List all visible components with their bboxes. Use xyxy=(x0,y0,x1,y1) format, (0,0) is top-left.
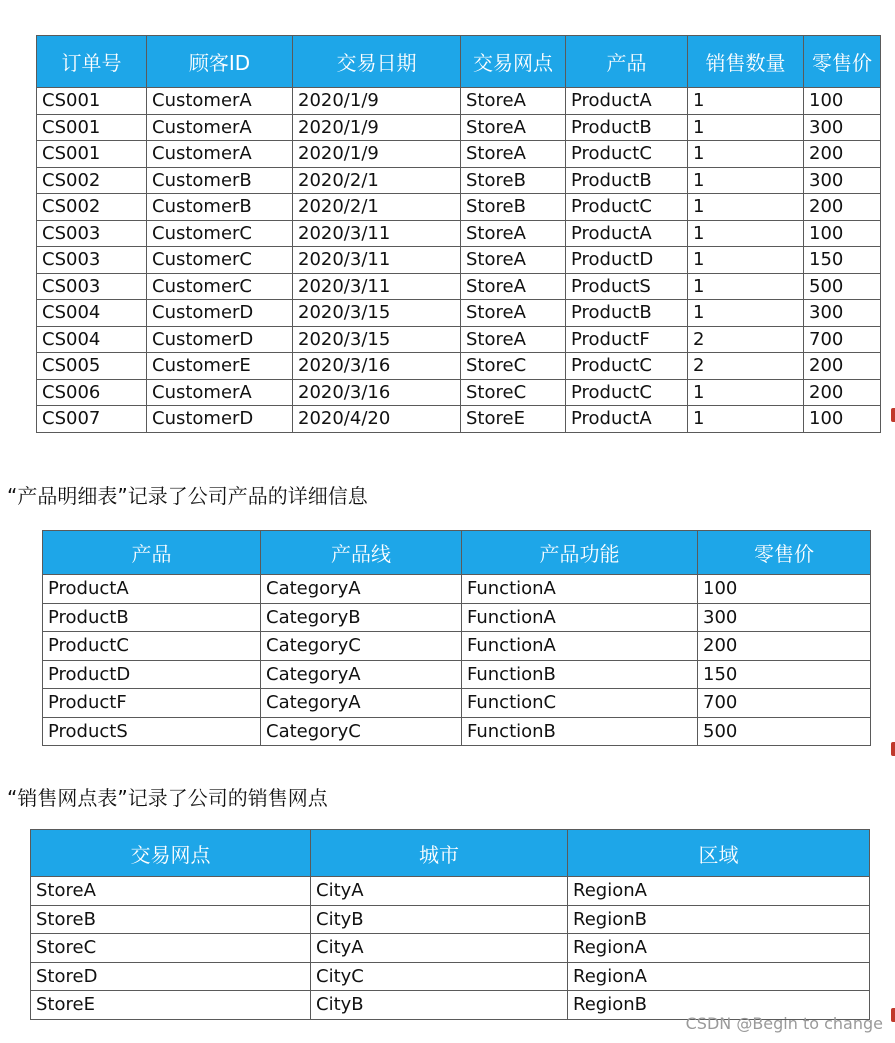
table-row xyxy=(37,273,881,300)
table-row xyxy=(31,905,870,934)
table-cell: 1 xyxy=(688,273,804,300)
table-cell: ProductC xyxy=(566,353,688,380)
table-cell: StoreC xyxy=(31,934,311,963)
table-cell: 2 xyxy=(688,326,804,353)
table-cell: 300 xyxy=(804,167,881,194)
table-cell: 1 xyxy=(688,167,804,194)
table-cell: CustomerD xyxy=(147,326,293,353)
table-cell: CityC xyxy=(311,962,568,991)
table-cell: 200 xyxy=(804,141,881,168)
table-cell: 200 xyxy=(698,632,871,661)
table-cell: 200 xyxy=(804,194,881,221)
table-cell: CityB xyxy=(311,991,568,1020)
table-cell: RegionB xyxy=(568,905,870,934)
table-row xyxy=(37,379,881,406)
table-row xyxy=(37,141,881,168)
table-cell: CS002 xyxy=(37,194,147,221)
table-cell: CustomerC xyxy=(147,247,293,274)
table-cell: ProductD xyxy=(43,660,261,689)
orders-table-header xyxy=(37,36,881,88)
header-row xyxy=(37,36,881,88)
table-cell: 700 xyxy=(804,326,881,353)
column-header: 订单号 xyxy=(37,36,147,88)
table-row xyxy=(37,88,881,115)
table-cell: ProductF xyxy=(43,689,261,718)
table-row xyxy=(43,660,871,689)
table-cell: 2020/3/16 xyxy=(293,353,461,380)
table-row xyxy=(43,717,871,746)
table-row xyxy=(37,247,881,274)
table-row xyxy=(37,114,881,141)
table-row xyxy=(37,326,881,353)
table-cell: CS002 xyxy=(37,167,147,194)
column-header: 产品线 xyxy=(261,531,462,575)
table-cell: CityA xyxy=(311,877,568,906)
orders-table-body xyxy=(37,88,881,433)
column-header: 顾客ID xyxy=(147,36,293,88)
watermark: CSDN @Begin to change xyxy=(685,1014,883,1033)
table-cell: CS001 xyxy=(37,114,147,141)
table-cell: StoreB xyxy=(461,194,566,221)
table-row xyxy=(37,220,881,247)
column-header: 零售价 xyxy=(804,36,881,88)
table-cell: 150 xyxy=(804,247,881,274)
products-table xyxy=(42,530,871,746)
table-cell: ProductB xyxy=(566,114,688,141)
table-cell: 200 xyxy=(804,379,881,406)
table-cell: 2020/3/15 xyxy=(293,326,461,353)
table-cell: 300 xyxy=(698,603,871,632)
column-header: 交易网点 xyxy=(461,36,566,88)
column-header: 销售数量 xyxy=(688,36,804,88)
table-cell: StoreA xyxy=(461,273,566,300)
stores-table-header xyxy=(31,830,870,877)
table-cell: FunctionA xyxy=(462,603,698,632)
table-cell: StoreC xyxy=(461,353,566,380)
table-cell: StoreD xyxy=(31,962,311,991)
table-cell: ProductD xyxy=(566,247,688,274)
table-cell: CategoryA xyxy=(261,575,462,604)
header-row xyxy=(43,531,871,575)
table-row xyxy=(43,689,871,718)
table-cell: 2020/2/1 xyxy=(293,194,461,221)
table-row xyxy=(31,962,870,991)
table-cell: 1 xyxy=(688,141,804,168)
table-cell: RegionA xyxy=(568,962,870,991)
table-cell: 2020/1/9 xyxy=(293,88,461,115)
column-header: 产品 xyxy=(43,531,261,575)
table-cell: CustomerA xyxy=(147,141,293,168)
table-cell: StoreA xyxy=(461,300,566,327)
column-header: 区域 xyxy=(568,830,870,877)
column-header: 交易网点 xyxy=(31,830,311,877)
table-cell: FunctionC xyxy=(462,689,698,718)
table-cell: 150 xyxy=(698,660,871,689)
table-row xyxy=(37,353,881,380)
table-cell: 2020/1/9 xyxy=(293,141,461,168)
table-cell: CS004 xyxy=(37,326,147,353)
stores-caption: “销售网点表”记录了公司的销售网点 xyxy=(7,786,328,810)
table-cell: 700 xyxy=(698,689,871,718)
table-cell: 2020/1/9 xyxy=(293,114,461,141)
products-table-header xyxy=(43,531,871,575)
table-cell: 200 xyxy=(804,353,881,380)
table-cell: ProductB xyxy=(43,603,261,632)
table-cell: 1 xyxy=(688,379,804,406)
table-cell: ProductB xyxy=(566,167,688,194)
table-row xyxy=(43,603,871,632)
table-row xyxy=(43,632,871,661)
table-cell: ProductB xyxy=(566,300,688,327)
column-header: 产品 xyxy=(566,36,688,88)
table-row xyxy=(31,934,870,963)
table-cell: 100 xyxy=(804,406,881,433)
table-cell: CategoryC xyxy=(261,632,462,661)
table-cell: RegionA xyxy=(568,934,870,963)
orders-table xyxy=(36,35,881,433)
table-cell: 2020/3/15 xyxy=(293,300,461,327)
table-cell: CustomerC xyxy=(147,273,293,300)
table-cell: ProductC xyxy=(43,632,261,661)
table-row xyxy=(43,575,871,604)
table-cell: ProductA xyxy=(566,406,688,433)
column-header: 交易日期 xyxy=(293,36,461,88)
table-cell: CategoryA xyxy=(261,660,462,689)
table-cell: 2020/3/11 xyxy=(293,247,461,274)
table-cell: CustomerA xyxy=(147,379,293,406)
table-cell: StoreE xyxy=(31,991,311,1020)
table-cell: StoreA xyxy=(461,220,566,247)
table-cell: CS007 xyxy=(37,406,147,433)
table-cell: StoreB xyxy=(31,905,311,934)
table-cell: 300 xyxy=(804,300,881,327)
table-cell: CS001 xyxy=(37,88,147,115)
table-cell: CS003 xyxy=(37,220,147,247)
edge-mark xyxy=(891,408,895,422)
table-cell: RegionA xyxy=(568,877,870,906)
products-caption: “产品明细表”记录了公司产品的详细信息 xyxy=(7,484,368,508)
table-cell: StoreA xyxy=(461,114,566,141)
table-cell: 100 xyxy=(698,575,871,604)
table-row xyxy=(31,877,870,906)
table-cell: ProductA xyxy=(43,575,261,604)
table-cell: 2020/2/1 xyxy=(293,167,461,194)
table-cell: StoreA xyxy=(461,247,566,274)
table-row xyxy=(37,406,881,433)
table-cell: 2020/4/20 xyxy=(293,406,461,433)
table-cell: ProductC xyxy=(566,141,688,168)
table-cell: StoreA xyxy=(461,88,566,115)
stores-table xyxy=(30,829,870,1020)
column-header: 城市 xyxy=(311,830,568,877)
header-row xyxy=(31,830,870,877)
column-header: 零售价 xyxy=(698,531,871,575)
table-row xyxy=(37,194,881,221)
table-cell: CityA xyxy=(311,934,568,963)
table-cell: CategoryC xyxy=(261,717,462,746)
table-cell: 1 xyxy=(688,88,804,115)
table-cell: CustomerC xyxy=(147,220,293,247)
table-cell: ProductS xyxy=(566,273,688,300)
table-cell: 1 xyxy=(688,194,804,221)
table-cell: FunctionB xyxy=(462,717,698,746)
table-cell: 2020/3/11 xyxy=(293,273,461,300)
table-cell: CategoryA xyxy=(261,689,462,718)
table-cell: 100 xyxy=(804,88,881,115)
edge-mark xyxy=(891,742,895,756)
table-cell: ProductC xyxy=(566,194,688,221)
table-cell: ProductF xyxy=(566,326,688,353)
table-cell: CS006 xyxy=(37,379,147,406)
table-cell: FunctionB xyxy=(462,660,698,689)
table-cell: CS003 xyxy=(37,247,147,274)
table-cell: CustomerB xyxy=(147,194,293,221)
table-cell: 300 xyxy=(804,114,881,141)
table-cell: FunctionA xyxy=(462,632,698,661)
table-cell: CategoryB xyxy=(261,603,462,632)
table-cell: 2 xyxy=(688,353,804,380)
table-cell: CS004 xyxy=(37,300,147,327)
column-header: 产品功能 xyxy=(462,531,698,575)
table-cell: StoreA xyxy=(31,877,311,906)
table-cell: CustomerB xyxy=(147,167,293,194)
table-cell: ProductA xyxy=(566,88,688,115)
table-cell: 1 xyxy=(688,406,804,433)
table-cell: StoreA xyxy=(461,141,566,168)
table-cell: CS001 xyxy=(37,141,147,168)
table-cell: 1 xyxy=(688,247,804,274)
table-cell: StoreE xyxy=(461,406,566,433)
table-cell: 500 xyxy=(804,273,881,300)
table-cell: StoreC xyxy=(461,379,566,406)
table-cell: CustomerA xyxy=(147,88,293,115)
table-cell: 2020/3/16 xyxy=(293,379,461,406)
table-cell: ProductA xyxy=(566,220,688,247)
stores-table-body xyxy=(31,877,870,1020)
table-cell: 1 xyxy=(688,220,804,247)
table-row xyxy=(37,167,881,194)
table-cell: CustomerE xyxy=(147,353,293,380)
table-cell: CustomerD xyxy=(147,406,293,433)
table-cell: 1 xyxy=(688,114,804,141)
table-cell: 100 xyxy=(804,220,881,247)
table-row xyxy=(37,300,881,327)
table-cell: CS005 xyxy=(37,353,147,380)
table-cell: CustomerA xyxy=(147,114,293,141)
table-cell: RegionB xyxy=(568,991,870,1020)
table-cell: 2020/3/11 xyxy=(293,220,461,247)
table-cell: 500 xyxy=(698,717,871,746)
table-cell: CityB xyxy=(311,905,568,934)
table-cell: 1 xyxy=(688,300,804,327)
table-cell: CS003 xyxy=(37,273,147,300)
products-table-body xyxy=(43,575,871,746)
table-cell: CustomerD xyxy=(147,300,293,327)
table-cell: ProductS xyxy=(43,717,261,746)
table-cell: FunctionA xyxy=(462,575,698,604)
table-cell: ProductC xyxy=(566,379,688,406)
table-cell: StoreA xyxy=(461,326,566,353)
edge-mark xyxy=(891,1008,895,1022)
table-cell: StoreB xyxy=(461,167,566,194)
